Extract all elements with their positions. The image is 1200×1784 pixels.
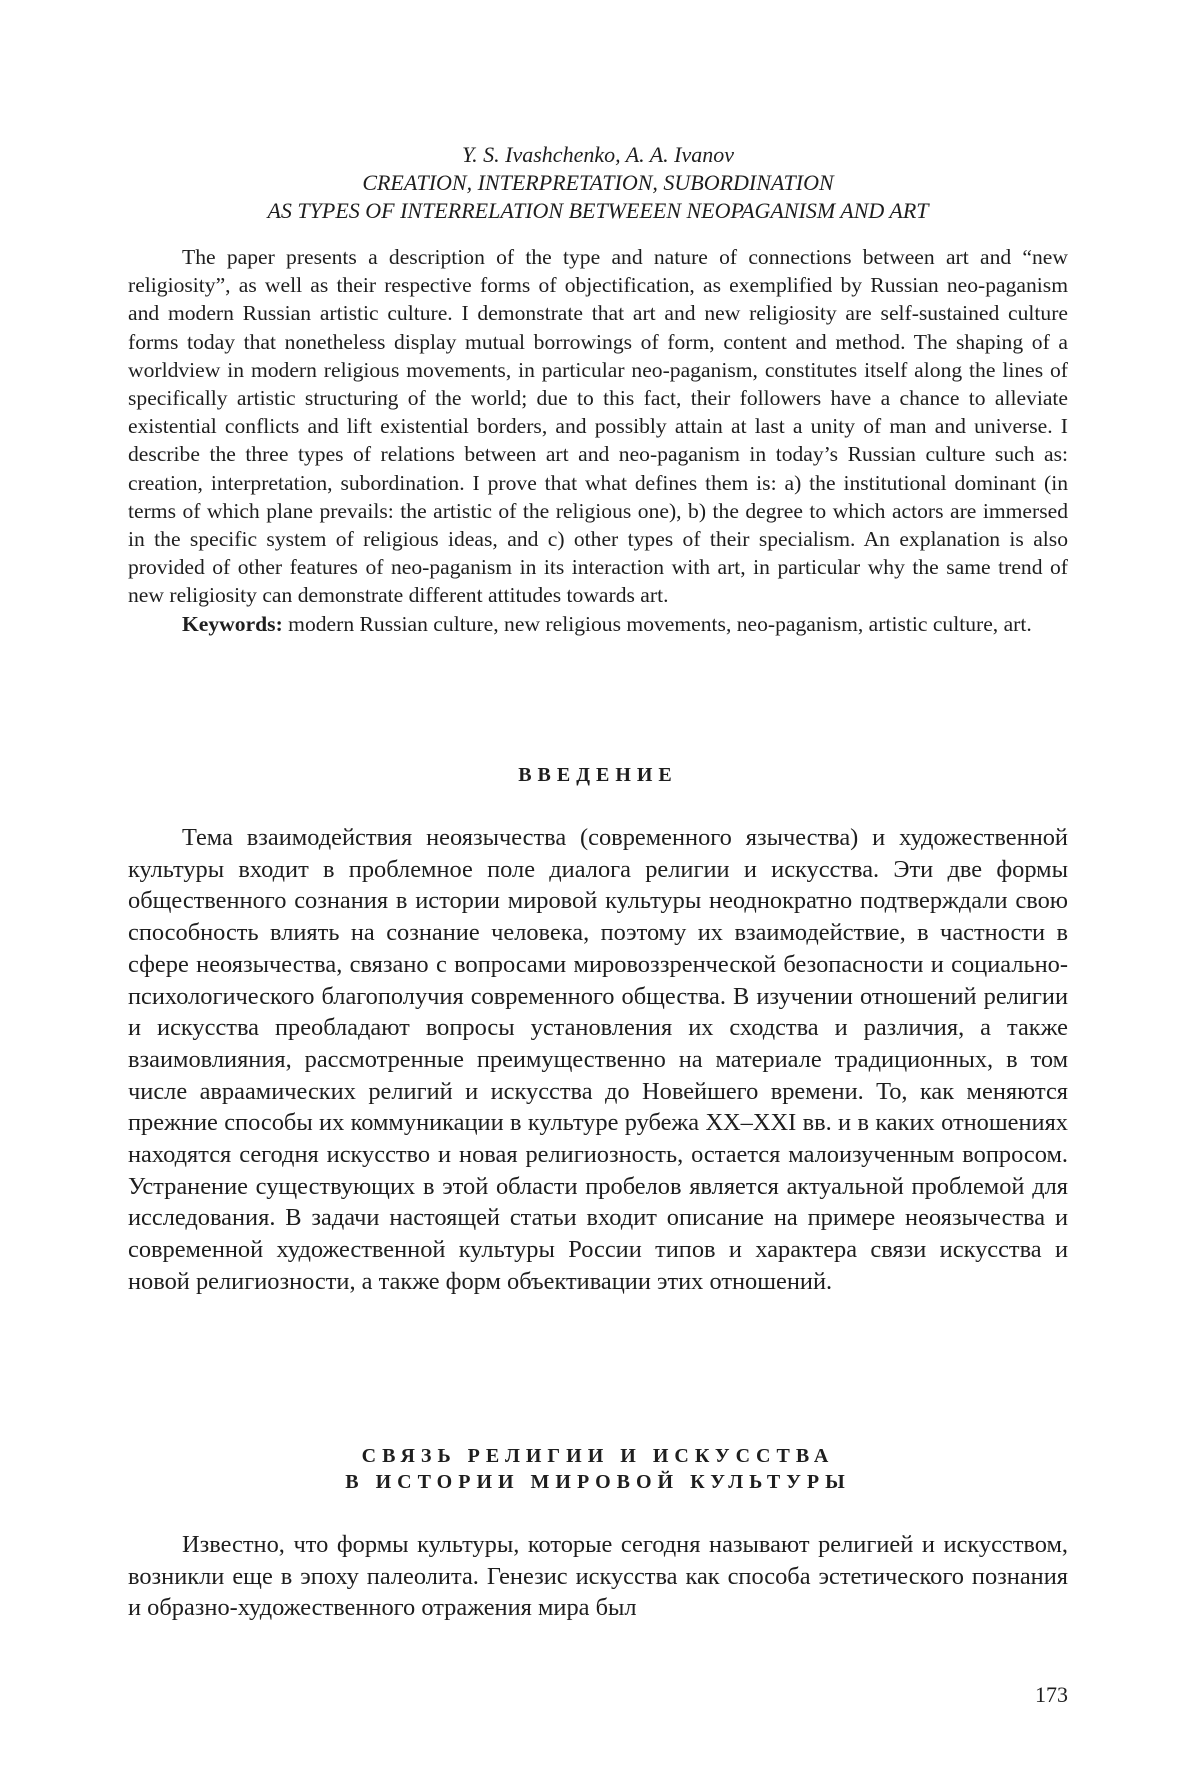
- introduction-section: [128, 822, 1068, 1298]
- english-abstract: [128, 243, 1068, 638]
- article-title-line-1: CREATION, INTERPRETATION, SUBORDINATION: [128, 169, 1068, 197]
- religion-art-paragraph: Известно, что формы культуры, которые сегодня называют религией и искусством, возникли еще в эпоху палеолита. Генезис искусства как способа эстетического познания и образно-художественного отражения мира был: [128, 1529, 1068, 1624]
- keywords-paragraph: [128, 610, 1068, 638]
- heading-line-2: В ИСТОРИИ МИРОВОЙ КУЛЬТУРЫ: [128, 1469, 1068, 1495]
- section-heading-religion-art: [128, 1443, 1068, 1495]
- heading-line-1: СВЯЗЬ РЕЛИГИИ И ИСКУССТВА: [128, 1443, 1068, 1469]
- keywords-label: Keywords:: [182, 612, 283, 636]
- journal-page: [128, 0, 1068, 1784]
- authors: Y. S. Ivashchenko, A. A. Ivanov: [128, 141, 1068, 169]
- heading-text: ВВЕДЕНИЕ: [128, 762, 1068, 788]
- english-abstract-header: [128, 141, 1068, 225]
- section-heading-introduction: [128, 762, 1068, 788]
- article-title-line-2: AS TYPES OF INTERRELATION BETWEEEN NEOPAGANISM AND ART: [128, 197, 1068, 225]
- religion-art-section: [128, 1529, 1068, 1624]
- introduction-paragraph: Тема взаимодействия неоязычества (современного язычества) и художественной культуры входит в проблемное поле диалога религии и искусства. Эти две формы общественного сознания в истории мировой культуры неоднократно подтверждали свою способность влиять на сознание человека, поэтому их взаимодействие, в частности в сфере неоязычества, связано с вопросами мировоззренческой безопасности и социально-психологического благополучия современного общества. В изучении отношений религии и искусства преобладают вопросы установления их сходства и различия, а также взаимовлияния, рассмотренные преимущественно на материале традиционных, в том числе авраамических религий и искусства до Новейшего времени. То, как меняются прежние способы их коммуникации в культуре рубежа XX–XXI вв. и в каких отношениях находятся сегодня искусство и новая религиозность, остается малоизученным вопросом. Устранение существующих в этой области пробелов является актуальной проблемой для исследования. В задачи настоящей статьи входит описание на примере неоязычества и современной художественной культуры России типов и характера связи искусства и новой религиозности, а также форм объективации этих отношений.: [128, 822, 1068, 1298]
- keywords-text: modern Russian culture, new religious movements, neo-paganism, artistic culture, art.: [283, 612, 1032, 636]
- abstract-text: The paper presents a description of the type and nature of connections between art and “new religiosity”, as well as their respective forms of objectification, as exemplified by Russian neo-paganism and modern Russian artistic culture. I demonstrate that art and new religiosity are self-sustained culture forms today that nonetheless display mutual borrowings of form, content and method. The shaping of a worldview in modern religious movements, in particular neo-paganism, constitutes itself along the lines of specifically artistic structuring of the world; due to this fact, their followers have a chance to alleviate existential conflicts and lift existential borders, and possibly attain at last a unity of man and universe. I describe the three types of relations between art and neo-paganism in today’s Russian culture such as: creation, interpretation, subordination. I prove that what defines them is: a) the institutional dominant (in terms of which plane prevails: the artistic of the religious one), b) the degree to which actors are immersed in the specific system of religious ideas, and c) other types of their specialism. An explanation is also provided of other features of neo-paganism in its interaction with art, in particular why the same trend of new religiosity can demonstrate different attitudes towards art.: [128, 243, 1068, 610]
- page-number: 173: [1035, 1682, 1068, 1708]
